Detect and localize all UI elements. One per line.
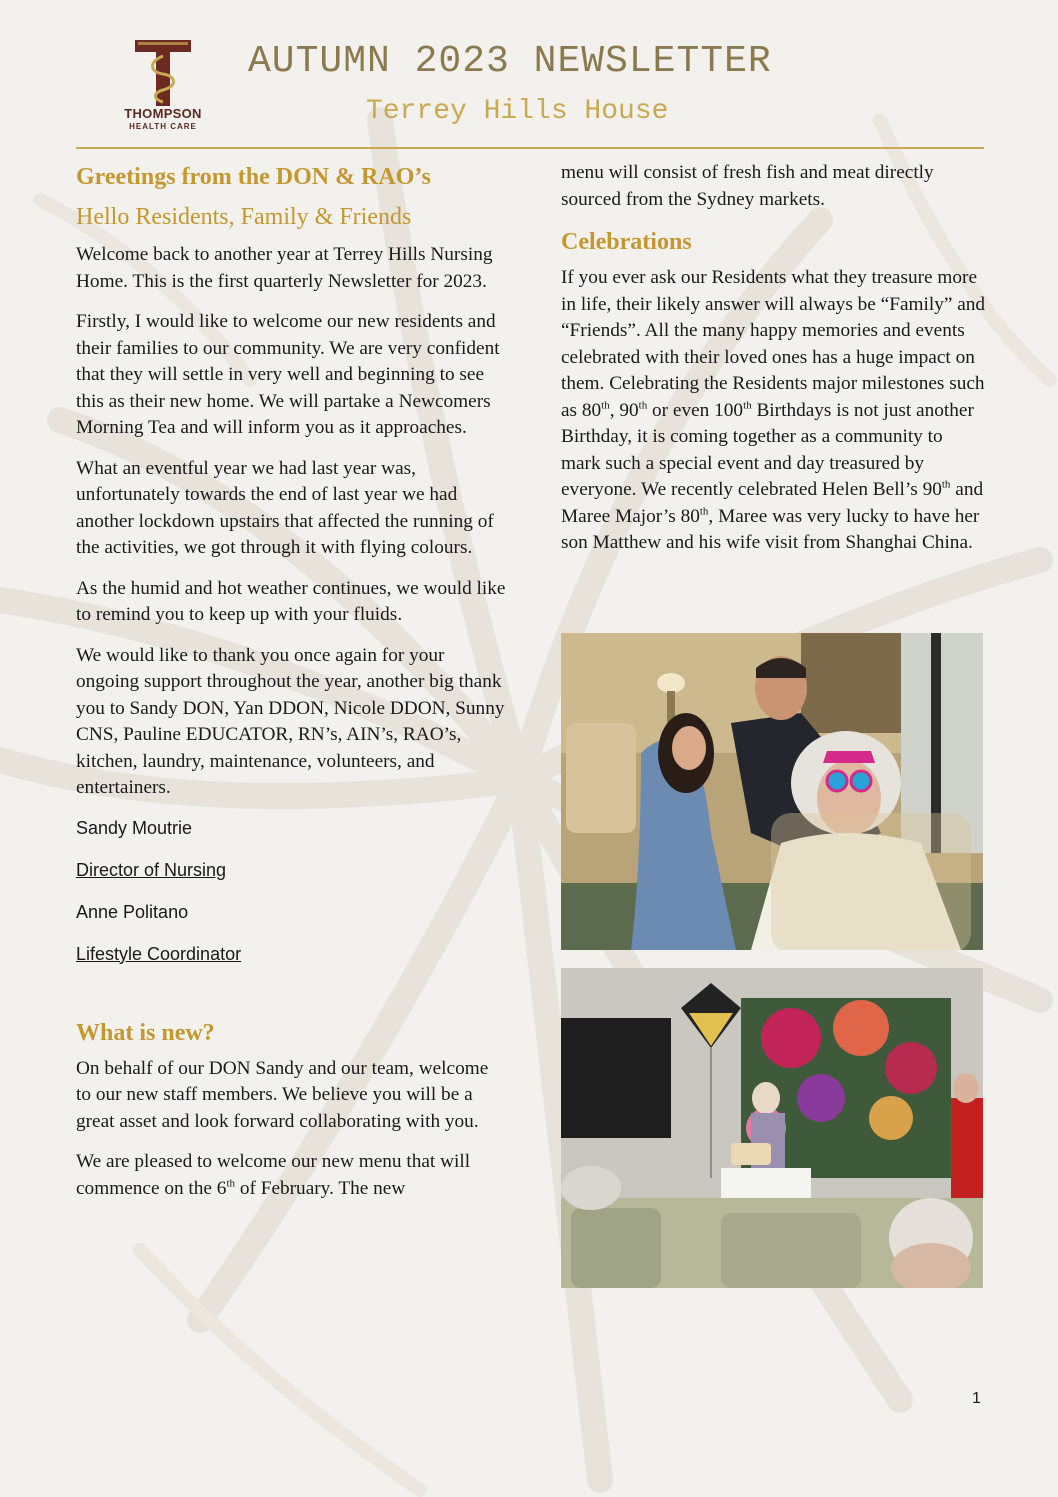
celebrations-heading: Celebrations: [561, 229, 692, 255]
menu-continued-paragraph: menu will consist of fresh fish and meat directly sourced from the Sydney markets.: [561, 162, 934, 210]
whats-new-heading: What is new?: [76, 1019, 215, 1046]
signatory-name-2: Anne Politano: [76, 901, 189, 922]
thank-you-paragraph: We would like to thank you once again for your ongoing support throughout the year, another big thank you to Sandy DON, Yan DDON, Nicole DDON, Sunny CNS, Pauline EDUCATOR, RN’s, AIN’s, RAO’s, kitchen, laundry, maintenance, volunteers, and entertainers.: [76, 644, 505, 798]
left-column: [76, 160, 506, 1216]
thompson-health-care-logo: [108, 38, 218, 134]
new-menu-paragraph: We are pleased to welcome our new menu that will commence on the 6th of February. The new: [76, 1151, 471, 1199]
logo-emblem-icon: [108, 38, 218, 108]
signatory-title-1: Director of Nursing: [76, 859, 227, 880]
right-column: [561, 160, 986, 571]
page-number: 1: [972, 1390, 981, 1407]
new-staff-paragraph: On behalf of our DON Sandy and our team, welcome to our new staff members. We believe you will be a great asset and look forward collaborating with you.: [76, 1057, 489, 1132]
welcome-paragraph: Welcome back to another year at Terrey Hills Nursing Home. This is the first quarterly Newsletter for 2023.: [76, 244, 493, 292]
newsletter-subtitle: Terrey Hills House: [366, 96, 669, 127]
logo-name: THOMPSON: [124, 106, 202, 121]
greetings-heading: Greetings from the DON & RAO’s: [76, 164, 431, 190]
eventful-year-paragraph: What an eventful year we had last year was, unfortunately towards the end of last year we had another lockdown upstairs that affected the running of the activities, we got through it with flying colours.: [76, 457, 494, 558]
signatory-name-1: Sandy Moutrie: [76, 817, 193, 838]
weather-paragraph: As the humid and hot weather continues, we would like to remind you to keep up with your fluids.: [76, 577, 506, 625]
header-divider: [76, 147, 984, 149]
logo-tagline: HEALTH CARE: [129, 122, 197, 131]
hello-heading: Hello Residents, Family & Friends: [76, 204, 412, 230]
signatory-title-2: Lifestyle Coordinator: [76, 943, 242, 964]
celebrations-paragraph: If you ever ask our Residents what they treasure more in life, their likely answer will always be “Family” and “Friends”. All the many happy memories and events celebrated with their loved ones has a huge impact on them. Celebrating the Residents major milestones such as 80th, 90th or even 100th Birthdays is not just another Birthday, it is coming together as a community to mark such a special event and day treasured by everyone. We recently celebrated Helen Bell’s 90th and Maree Major’s 80th, Maree was very lucky to have her son Matthew and his wife visit from Shanghai China.: [561, 267, 986, 553]
newsletter-title: AUTUMN 2023 NEWSLETTER: [248, 40, 772, 83]
birthday-party-photo: [561, 968, 983, 1288]
birthday-visit-photo: [561, 633, 983, 950]
new-residents-paragraph: Firstly, I would like to welcome our new residents and their families to our community. We are very confident that they will settle in very well and beginning to see this as their new home. We will partake a Newcomers Morning Tea and will inform you as it approaches.: [76, 311, 500, 438]
